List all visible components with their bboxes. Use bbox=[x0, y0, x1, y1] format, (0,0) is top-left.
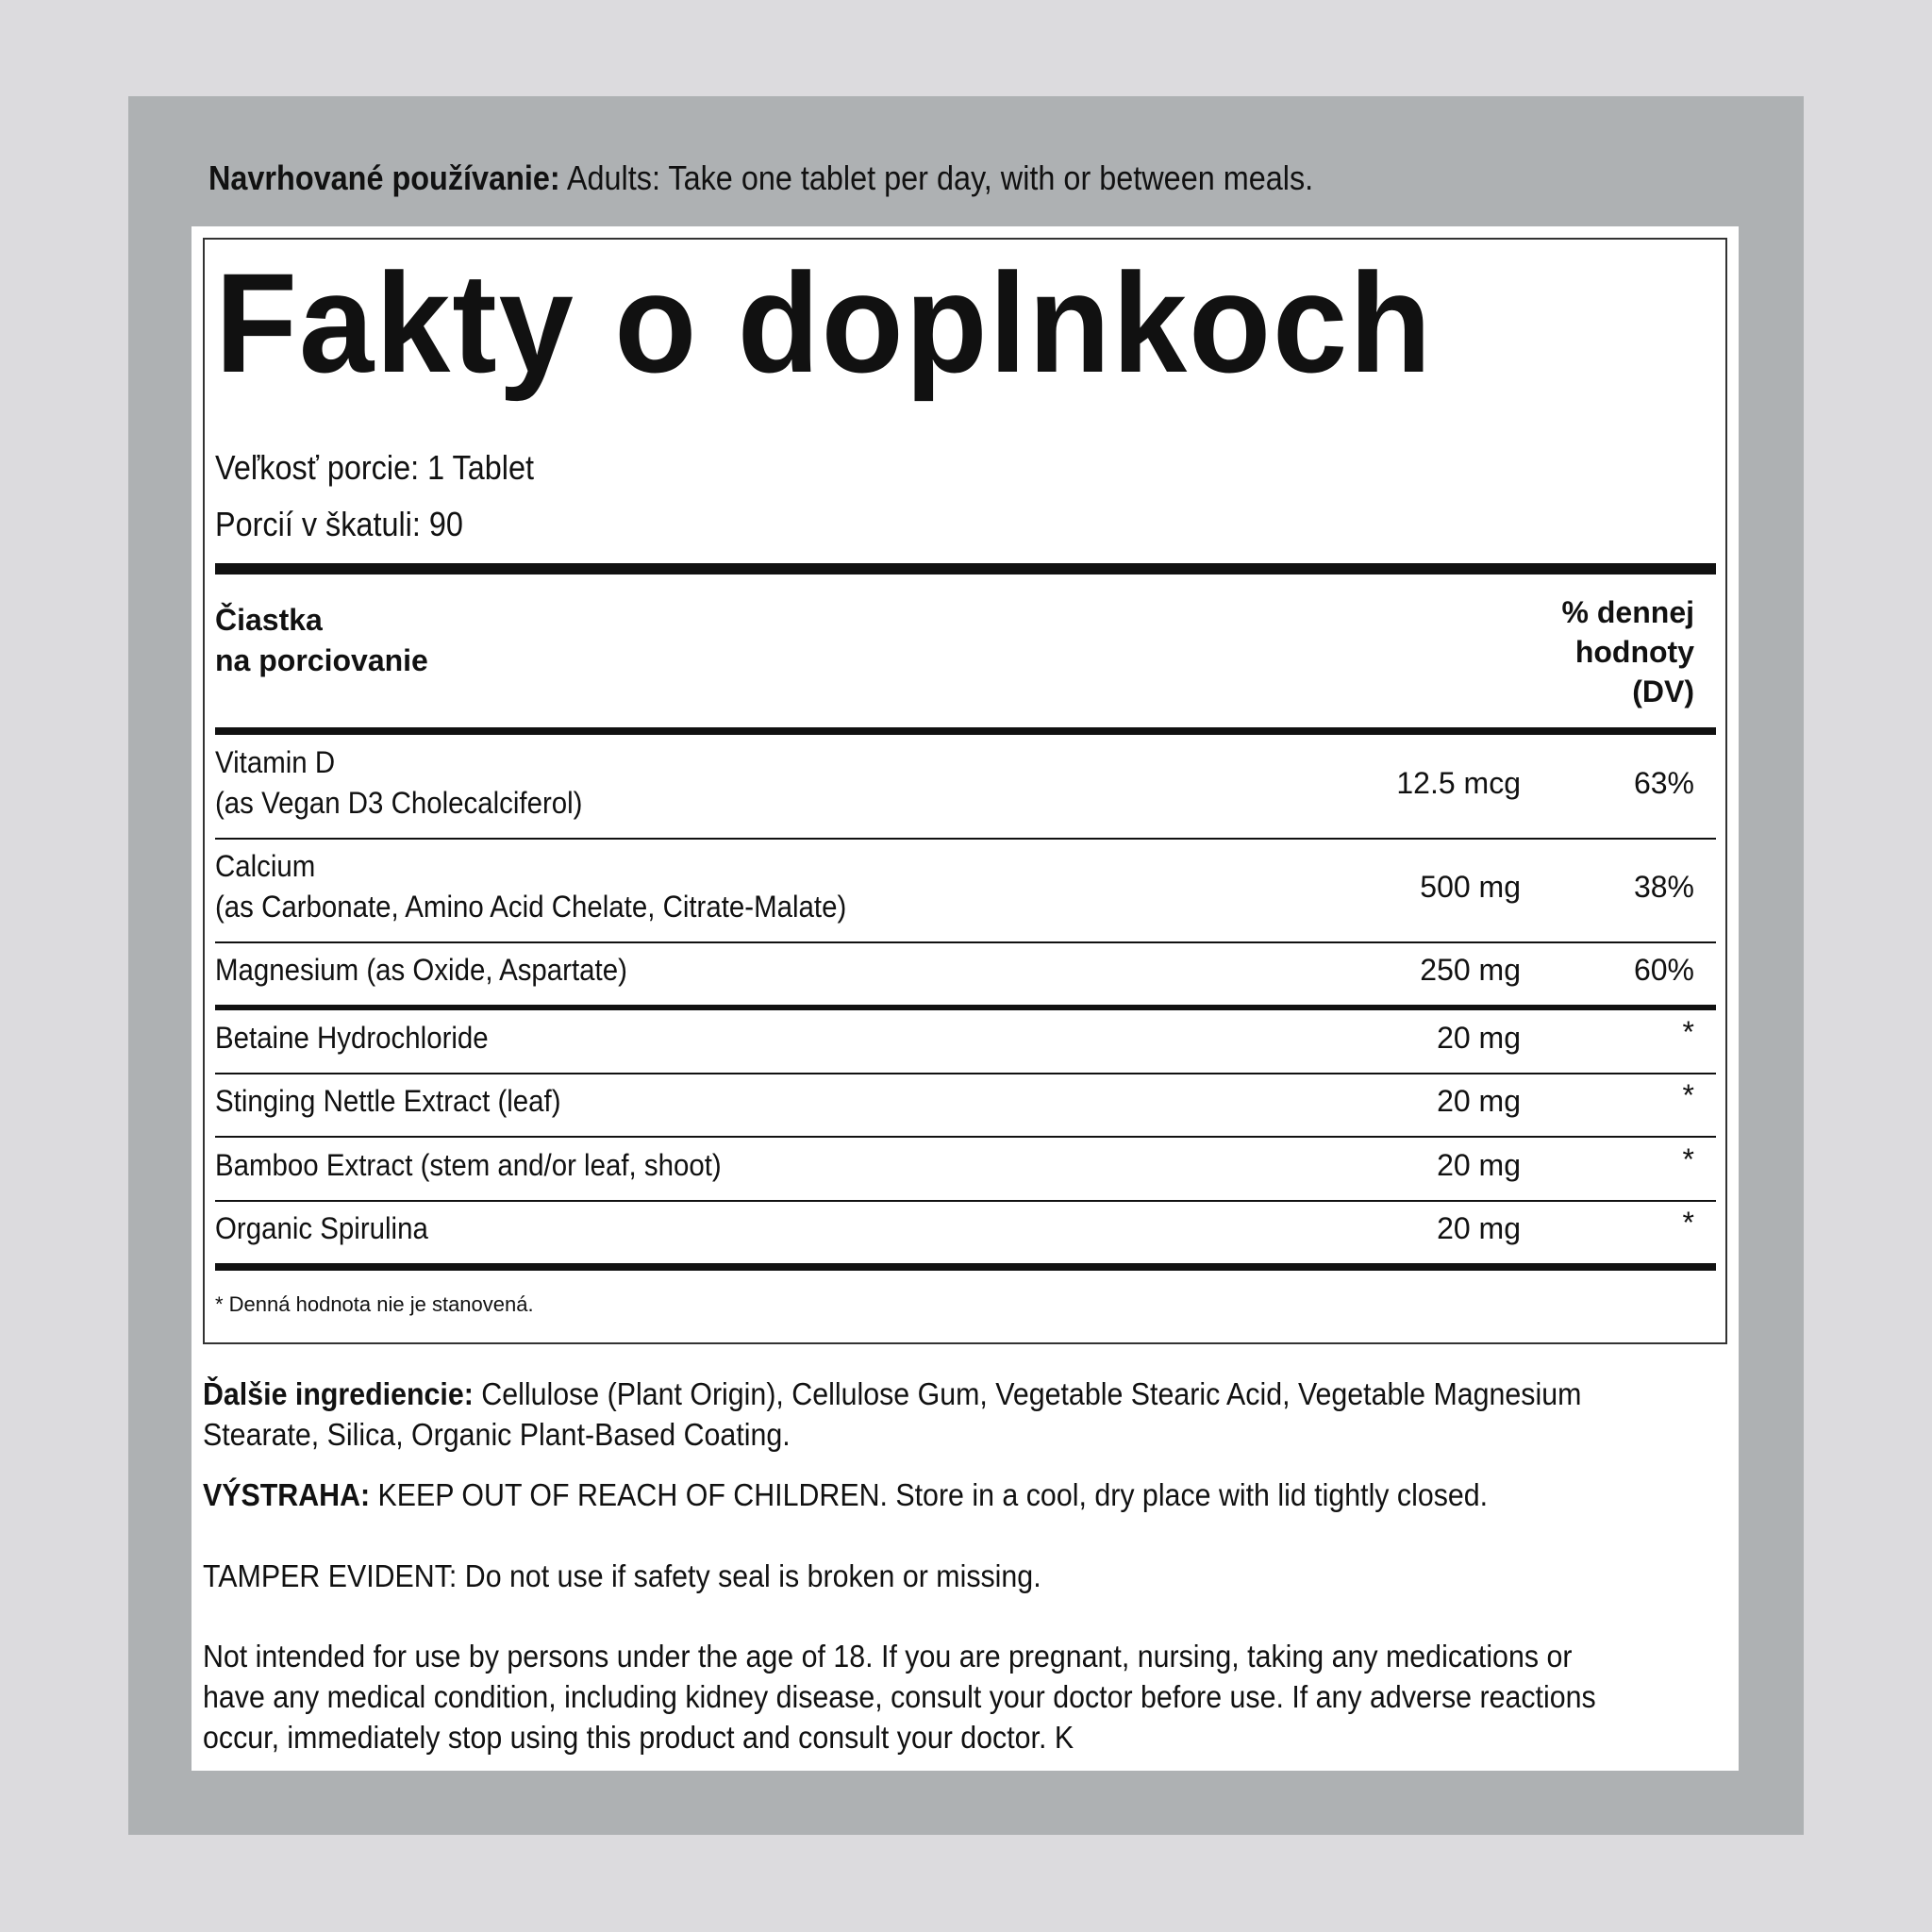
suggested-use-text: Adults: Take one tablet per day, with or between meals. bbox=[559, 158, 1314, 197]
nutrient-name: Calcium bbox=[215, 849, 316, 883]
medium-divider bbox=[215, 727, 1716, 735]
nutrient-amount: 20 mg bbox=[1437, 1148, 1521, 1182]
suggested-use bbox=[208, 156, 1313, 201]
dv-footnote: * Denná hodnota nie je stanovená. bbox=[215, 1292, 534, 1316]
nutrient-name: Magnesium (as Oxide, Aspartate) bbox=[215, 953, 627, 987]
warning bbox=[203, 1474, 1600, 1515]
amount-per-serving-header bbox=[215, 600, 428, 681]
nutrient-amount: 20 mg bbox=[1437, 1084, 1521, 1118]
nutrient-name: Betaine Hydrochloride bbox=[215, 1021, 489, 1055]
row-divider bbox=[215, 941, 1716, 943]
nutrient-dv: * bbox=[1682, 1142, 1694, 1176]
row-divider bbox=[215, 838, 1716, 840]
nutrient-source: (as Vegan D3 Cholecalciferol) bbox=[215, 786, 583, 820]
row-divider bbox=[215, 1073, 1716, 1074]
other-ingredients bbox=[203, 1374, 1600, 1455]
bottom-divider bbox=[215, 1263, 1716, 1271]
nutrient-source: (as Carbonate, Amino Acid Chelate, Citrate-Malate) bbox=[215, 890, 847, 924]
nutrient-amount: 250 mg bbox=[1420, 953, 1521, 987]
nutrient-dv: * bbox=[1682, 1206, 1694, 1240]
warning-text: KEEP OUT OF REACH OF CHILDREN. Store in a cool, dry place with lid tightly closed. bbox=[370, 1477, 1489, 1512]
section-divider bbox=[215, 1005, 1716, 1010]
nutrient-amount: 500 mg bbox=[1420, 870, 1521, 904]
nutrient-name: Organic Spirulina bbox=[215, 1211, 428, 1245]
nutrient-name: Bamboo Extract (stem and/or leaf, shoot) bbox=[215, 1148, 722, 1182]
dv-header-line3: (DV) bbox=[1632, 675, 1694, 708]
daily-value-header bbox=[1562, 592, 1694, 711]
nutrient-dv: * bbox=[1682, 1078, 1694, 1112]
nutrient-dv: 60% bbox=[1633, 953, 1694, 987]
thick-divider bbox=[215, 563, 1716, 575]
nutrient-dv: * bbox=[1682, 1015, 1694, 1049]
facts-title: Fakty o doplnkoch bbox=[215, 243, 1434, 402]
dv-header-line2: hodnoty bbox=[1574, 635, 1694, 669]
suggested-use-label: Navrhované používanie: bbox=[208, 158, 560, 197]
serving-size: Veľkosť porcie: 1 Tablet bbox=[215, 448, 535, 487]
dv-header-line1: % dennej bbox=[1561, 595, 1694, 629]
usage-disclaimer: Not intended for use by persons under the age of 18. If you are pregnant, nursing, taking any medications or have any medical condition, including kidney disease, consult your doctor before use. If any adverse reactions occur, immediately stop using this product and consult your doctor. K bbox=[203, 1639, 1596, 1755]
other-ingredients-label: Ďalšie ingrediencie: bbox=[203, 1376, 474, 1411]
row-divider bbox=[215, 1200, 1716, 1202]
nutrient-name: Vitamin D bbox=[215, 745, 336, 779]
nutrient-name: Stinging Nettle Extract (leaf) bbox=[215, 1084, 561, 1118]
servings-per-container: Porcií v škatuli: 90 bbox=[215, 505, 463, 543]
nutrient-amount: 12.5 mcg bbox=[1396, 766, 1521, 800]
amount-header-line2: na porciovanie bbox=[215, 643, 428, 677]
amount-header-line1: Čiastka bbox=[215, 603, 323, 637]
nutrient-dv: 63% bbox=[1633, 766, 1694, 800]
row-divider bbox=[215, 1136, 1716, 1138]
nutrient-amount: 20 mg bbox=[1437, 1021, 1521, 1055]
nutrient-amount: 20 mg bbox=[1437, 1211, 1521, 1245]
other-ingredients-text: Cellulose (Plant Origin), Cellulose Gum, Vegetable Stearic Acid, Vegetable Magnesium Stearate, Silica, Organic Plant-Based Coating. bbox=[203, 1376, 1582, 1452]
nutrient-dv: 38% bbox=[1633, 870, 1694, 904]
warning-label: VÝSTRAHA: bbox=[203, 1477, 371, 1512]
tamper-evident-notice: TAMPER EVIDENT: Do not use if safety seal is broken or missing. bbox=[203, 1558, 1041, 1593]
